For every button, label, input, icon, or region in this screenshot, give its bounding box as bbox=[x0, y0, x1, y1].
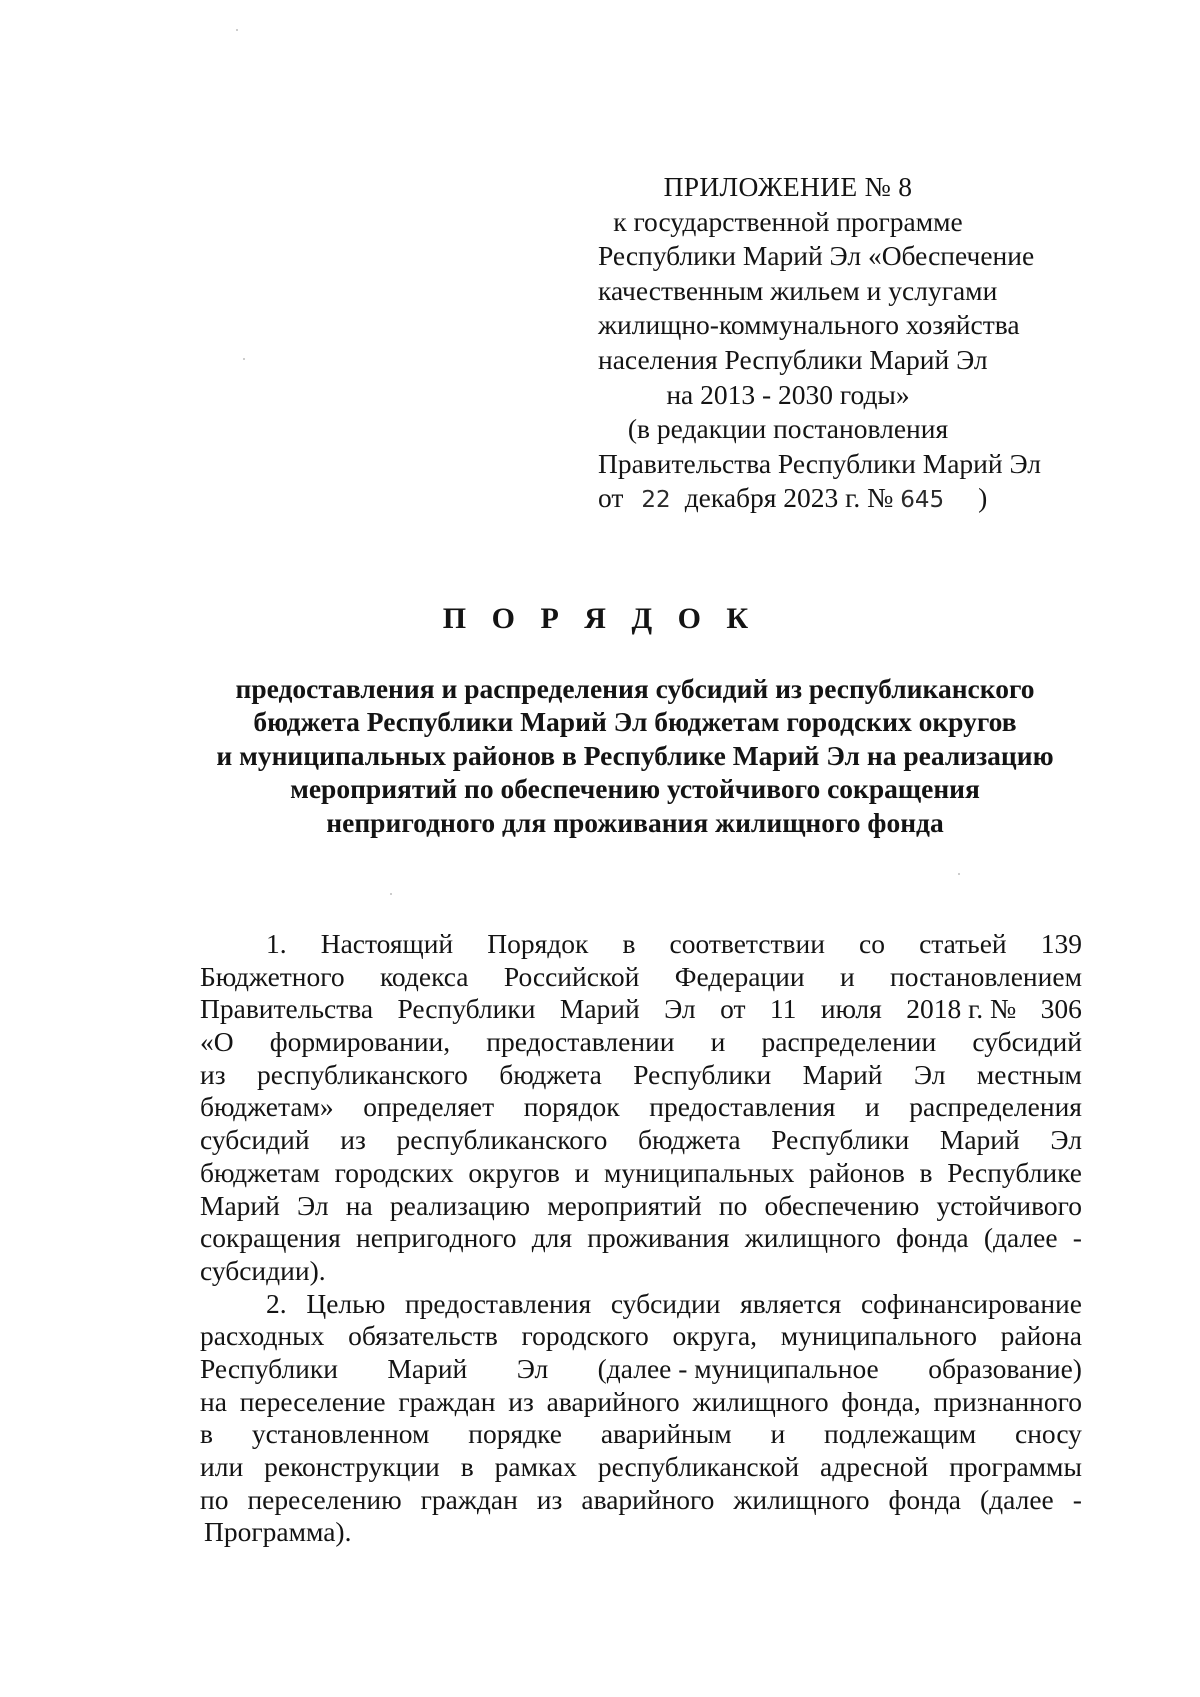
word: из bbox=[536, 1483, 563, 1515]
appendix-line: жилищно-коммунального хозяйства bbox=[598, 309, 1020, 341]
word: расходных bbox=[200, 1320, 325, 1352]
word: (далее bbox=[980, 1483, 1054, 1515]
word: Марий bbox=[802, 1058, 883, 1090]
text-line bbox=[200, 1451, 1082, 1484]
word: 306 bbox=[1040, 993, 1082, 1025]
subtitle-line: предоставления и распределения субсидий из республиканского bbox=[235, 673, 1035, 704]
appendix-line: населения Республики Марий Эл bbox=[598, 343, 988, 375]
word: для bbox=[531, 1222, 573, 1254]
word: в bbox=[200, 1418, 213, 1450]
word: порядок bbox=[523, 1091, 620, 1123]
word: (далее bbox=[983, 1222, 1058, 1254]
date-close: ) bbox=[978, 482, 988, 514]
paragraph-2 bbox=[200, 1288, 1082, 1550]
word: подлежащим bbox=[824, 1418, 977, 1450]
subtitle-line: бюджета Республики Марий Эл бюджетам городских округов bbox=[253, 706, 1017, 738]
word: в bbox=[622, 928, 636, 959]
date-day: 22 bbox=[641, 487, 671, 514]
word: образование) bbox=[928, 1352, 1082, 1384]
word: муниципальных bbox=[603, 1156, 795, 1188]
word: рамках bbox=[494, 1451, 577, 1482]
word: переселение bbox=[239, 1385, 386, 1417]
word: фонда, bbox=[841, 1385, 921, 1417]
text-line bbox=[200, 928, 1082, 961]
word: Настоящий bbox=[320, 928, 454, 959]
word: 139 bbox=[1040, 928, 1082, 959]
appendix-header bbox=[598, 170, 1041, 518]
text-line bbox=[200, 1091, 1082, 1124]
text-line bbox=[200, 1190, 1082, 1223]
word: городского bbox=[521, 1320, 649, 1352]
word: субсидии bbox=[610, 1287, 721, 1319]
word: соответствии bbox=[669, 928, 825, 959]
word: Эл bbox=[297, 1189, 329, 1221]
scan-speck bbox=[390, 893, 392, 895]
word: Федерации bbox=[674, 960, 805, 992]
word: бюджетам bbox=[200, 1156, 320, 1188]
word: Российской bbox=[503, 960, 640, 992]
word: софинансирование bbox=[860, 1287, 1082, 1319]
word: бюджета bbox=[638, 1124, 741, 1156]
word: и bbox=[839, 960, 855, 992]
appendix-line: (в редакции постановления bbox=[627, 413, 949, 445]
text-line bbox=[200, 961, 1082, 994]
word: граждан bbox=[398, 1385, 496, 1417]
word: постановлением bbox=[890, 960, 1082, 992]
scan-speck bbox=[958, 873, 960, 875]
word: или bbox=[200, 1451, 244, 1482]
word: реконструкции bbox=[264, 1451, 440, 1482]
word: Целью bbox=[306, 1287, 386, 1319]
word: проживания bbox=[587, 1222, 730, 1254]
word: республиканского bbox=[396, 1124, 608, 1156]
text-line bbox=[200, 1353, 1082, 1386]
word: из bbox=[508, 1385, 534, 1417]
word: установленном bbox=[251, 1418, 430, 1450]
word: фонда bbox=[896, 1222, 969, 1254]
word: кодекса bbox=[379, 960, 469, 992]
word: определяет bbox=[363, 1091, 495, 1123]
scan-speck bbox=[236, 29, 238, 31]
word: сокращения bbox=[200, 1222, 341, 1254]
appendix-line: Правительства Республики Марий Эл bbox=[598, 447, 1041, 479]
word: Эл bbox=[664, 993, 696, 1025]
word: 2018 г. № bbox=[906, 993, 1017, 1025]
word: 11 bbox=[769, 993, 797, 1025]
word: формировании, bbox=[269, 1026, 451, 1058]
word: и bbox=[574, 1156, 590, 1188]
word: субсидий bbox=[972, 1026, 1082, 1058]
word: субсидий bbox=[200, 1124, 310, 1156]
subtitle-line: непригодного для проживания жилищного фонда bbox=[326, 806, 944, 838]
word: жилищного bbox=[744, 1222, 881, 1254]
word: из bbox=[200, 1058, 226, 1090]
word: Эл bbox=[913, 1058, 946, 1090]
word: программы bbox=[949, 1451, 1082, 1482]
word: 2. bbox=[266, 1287, 287, 1319]
word: признанного bbox=[933, 1385, 1082, 1417]
date-prefix: от bbox=[598, 482, 624, 514]
appendix-line: к государственной программе bbox=[613, 205, 963, 237]
word: в bbox=[460, 1451, 474, 1482]
word: (далее - муниципальное bbox=[597, 1352, 879, 1384]
word: Республики bbox=[771, 1124, 910, 1156]
word: Марий bbox=[559, 993, 640, 1025]
word: обязательств bbox=[348, 1320, 498, 1352]
appendix-line: на 2013 - 2030 годы» bbox=[666, 378, 910, 410]
subtitle-line: мероприятий по обеспечению устойчивого сокращения bbox=[290, 773, 980, 805]
word: Республике bbox=[947, 1156, 1082, 1188]
document-subtitle bbox=[200, 672, 1070, 839]
word: аварийного bbox=[546, 1385, 680, 1417]
word: статьей bbox=[919, 928, 1007, 959]
text-line bbox=[200, 1026, 1082, 1059]
word: и bbox=[864, 1091, 880, 1123]
word: аварийным bbox=[600, 1418, 732, 1450]
paragraph-1 bbox=[200, 928, 1082, 1288]
word: устойчивого bbox=[936, 1189, 1082, 1221]
word: республиканской bbox=[597, 1451, 800, 1482]
word: бюджета bbox=[499, 1058, 602, 1090]
word: Республики bbox=[200, 1352, 338, 1384]
word: на bbox=[200, 1385, 227, 1417]
word: предоставления bbox=[404, 1287, 592, 1319]
text-line bbox=[200, 1386, 1082, 1419]
date-rest: декабря 2023 г. № bbox=[684, 482, 894, 514]
word: от bbox=[720, 993, 746, 1025]
word: округов bbox=[468, 1156, 560, 1188]
subtitle-line: и муниципальных районов в Республике Марий Эл на реализацию bbox=[216, 739, 1054, 771]
word: - bbox=[1072, 1222, 1082, 1254]
word: является bbox=[740, 1287, 842, 1319]
word: «О bbox=[200, 1026, 234, 1058]
word: распределения bbox=[909, 1091, 1082, 1123]
text-line bbox=[200, 1124, 1082, 1157]
text-line bbox=[200, 993, 1082, 1026]
word: мероприятий bbox=[547, 1189, 702, 1221]
word: городских bbox=[334, 1156, 454, 1188]
word: обеспечению bbox=[764, 1189, 920, 1221]
word: порядке bbox=[468, 1418, 563, 1450]
text-line bbox=[200, 1222, 1082, 1255]
word: фонда bbox=[888, 1483, 962, 1515]
word: - bbox=[1072, 1483, 1082, 1515]
text-line bbox=[200, 1484, 1082, 1517]
text-line bbox=[200, 1320, 1082, 1353]
word: жилищного bbox=[733, 1483, 870, 1515]
word: Правительства bbox=[200, 993, 374, 1025]
word: в bbox=[919, 1156, 933, 1188]
word: предоставлении bbox=[486, 1026, 675, 1058]
word: района bbox=[1000, 1320, 1082, 1352]
word: сносу bbox=[1014, 1418, 1082, 1450]
word: республиканского bbox=[257, 1058, 468, 1090]
word: июля bbox=[820, 993, 882, 1025]
text-line: Программа). bbox=[204, 1516, 352, 1548]
word: на bbox=[345, 1189, 373, 1221]
appendix-line: качественным жильем и услугами bbox=[598, 274, 998, 306]
word: со bbox=[859, 928, 885, 959]
word: бюджетам» bbox=[200, 1091, 334, 1123]
text-line: субсидии). bbox=[200, 1254, 326, 1286]
word: Эл bbox=[516, 1352, 549, 1384]
word: муниципального bbox=[780, 1320, 977, 1352]
appendix-line: Республики Марий Эл «Обеспечение bbox=[598, 240, 1035, 272]
word: районов bbox=[809, 1156, 905, 1188]
word: Республики bbox=[397, 993, 536, 1025]
scan-speck bbox=[243, 358, 245, 360]
word: Марий bbox=[939, 1124, 1020, 1156]
document-title: П О Р Я Д О К bbox=[442, 602, 758, 635]
word: 1. bbox=[266, 928, 287, 959]
text-line bbox=[200, 1288, 1082, 1321]
word: Порядок bbox=[487, 928, 589, 959]
word: граждан bbox=[420, 1483, 518, 1515]
body-text bbox=[200, 928, 1082, 1549]
word: Эл bbox=[1050, 1124, 1082, 1156]
word: округа, bbox=[672, 1320, 758, 1352]
word: по bbox=[718, 1189, 748, 1221]
word: и bbox=[710, 1026, 726, 1058]
text-line bbox=[200, 1157, 1082, 1190]
word: реализацию bbox=[389, 1189, 531, 1221]
word: из bbox=[340, 1124, 366, 1156]
word: переселению bbox=[247, 1483, 402, 1515]
word: предоставления bbox=[649, 1091, 836, 1123]
word: Бюджетного bbox=[200, 960, 345, 992]
word: Марий bbox=[387, 1352, 468, 1384]
word: распределении bbox=[761, 1026, 937, 1058]
word: Республики bbox=[633, 1058, 772, 1090]
date-number: 645 bbox=[900, 487, 945, 514]
appendix-date-line bbox=[598, 481, 988, 518]
appendix-title: ПРИЛОЖЕНИЕ № 8 bbox=[663, 171, 913, 202]
word: жилищного bbox=[692, 1385, 829, 1417]
word: адресной bbox=[820, 1451, 929, 1482]
word: местным bbox=[976, 1058, 1082, 1090]
text-line bbox=[200, 1418, 1082, 1451]
text-line bbox=[200, 1059, 1082, 1092]
word: непригодного bbox=[355, 1222, 517, 1254]
word: аварийного bbox=[581, 1483, 715, 1515]
word: по bbox=[200, 1483, 229, 1515]
word: и bbox=[770, 1418, 786, 1450]
word: Марий bbox=[200, 1189, 280, 1221]
